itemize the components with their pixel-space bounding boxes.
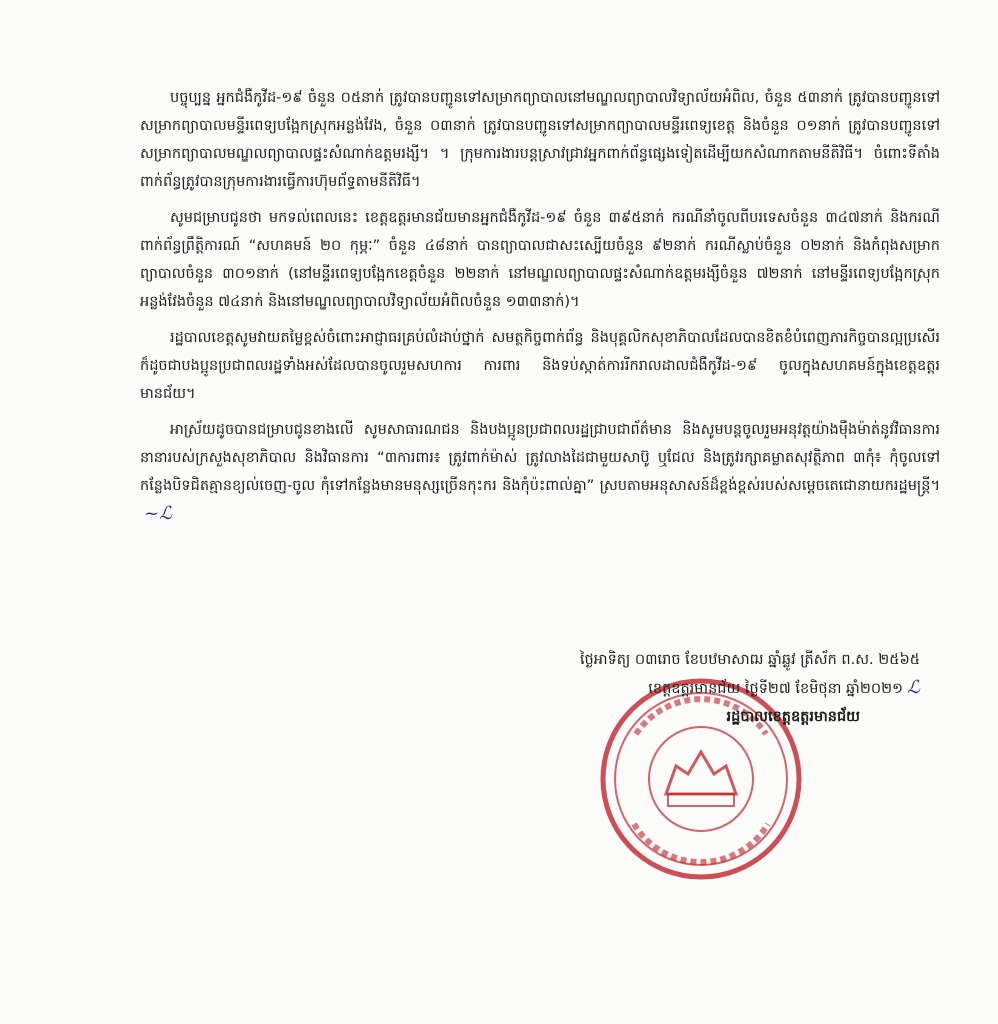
signature-block: [490, 646, 920, 731]
paragraph-instructions-text: អាស្រ័យដូចបានជម្រាបជូនខាងលើ សូមសាធារណជន និងបងប្អូនប្រជាពលរដ្ឋជ្រាបជាព័ត៌មាន និងសូមបន្តចូលរួមអនុវត្តយ៉ាងម៉ឺងម៉ាត់នូវវិធានការនានារបស់ក្រសួងសុខាភិបាល និងវិធានការ “៣ការពារ៖ ត្រូវពាក់ម៉ាស់ ត្រូវលាងដៃជាមួយសាប៊ូ ឬជែល និងត្រូវរក្សាគម្លាតសុវត្ថិភាព ៣កុំ៖ កុំចូលទៅកន្លែងបិទជិតគ្មានខ្យល់ចេញ-ចូល កុំទៅកន្លែងមានមនុស្សច្រើនកុះករ និងកុំប៉ះពាល់គ្នា” ស្របតាមអនុសាសន៍ដ៏ខ្ពង់ខ្ពស់របស់សម្តេចតេជោនាយករដ្ឋមន្ត្រី។: [140, 422, 940, 494]
paragraph-statistics: សូមជម្រាបជូនថា មកទល់ពេលនេះ ខេត្តឧត្តរមានជ័យមានអ្នកជំងឺកូវីដ-១៩ ចំនួន ៣៩៥នាក់ ករណីនាំចូលពីបរទេសចំនួន ៣៤៧នាក់ និងករណីពាក់ព័ន្ធព្រឹត្តិការណ៍ “សហគមន៍ ២០ កុម្ភៈ” ចំនួន ៤៨នាក់ បានព្យាបាលជាសះស្បើយចំនួន ៩២នាក់ ករណីស្លាប់ចំនួន ០២នាក់ និងកំពុងសម្រាកព្យាបាលចំនួន ៣០១នាក់ (នៅមន្ទីរពេទ្យបង្អែកខេត្តចំនួន ២២នាក់ នៅមណ្ឌលព្យាបាលផ្ទះសំណាក់ឧត្តមរង្សីចំនួន ៧២នាក់ នៅមន្ទីរពេទ្យបង្អែកស្រុកអន្លង់វែងចំនួន ៧៤នាក់ និងនៅមណ្ឌលព្យាបាលវិទ្យាល័យអំពិលចំនួន ១៣៣នាក់)។: [140, 210, 940, 310]
date-and-place: [490, 674, 920, 703]
lunar-date: ថ្ងៃអាទិត្យ ០៣រោច ខែបឋមាសាឍ ឆ្នាំឆ្លូវ ត្រីស័ក ព.ស. ២៥៦៥: [579, 652, 920, 668]
paragraph-appreciation: រដ្ឋបាលខេត្តសូមវាយតម្លៃខ្ពស់ចំពោះអាជ្ញាធរគ្រប់លំដាប់ថ្នាក់ សមត្ថកិច្ចពាក់ព័ន្ធ និងបុគ្គលិកសុខាភិបាលដែលបានខិតខំបំពេញភារកិច្ចបានល្អប្រសើរ ក៏ដូចជាបងប្អូនប្រជាពលរដ្ឋទាំងអស់ដែលបានចូលរួមសហការ ការពារ និងទប់ស្កាត់ការរីករាលដាលជំងឺកូវីដ-១៩ ចូលក្នុងសហគមន៍ក្នុងខេត្តឧត្តរមានជ័យ។: [140, 330, 940, 402]
paragraph-instructions: [140, 416, 940, 529]
document-body: [140, 84, 940, 537]
closing-mark: ~ℒ: [144, 503, 173, 524]
signature-scribble: ℒ: [907, 677, 920, 698]
paragraph-current-cases: បច្ចុប្បន្ន អ្នកជំងឺកូវីដ-១៩ ចំនួន ០៥នាក់ ត្រូវបានបញ្ជូនទៅសម្រាកព្យាបាលនៅមណ្ឌលព្យាបាលវិទ្យាល័យអំពិល, ចំនួន ៥៣នាក់ ត្រូវបានបញ្ជូនទៅសម្រាកព្យាបាលមន្ទីរពេទ្យបង្អែកស្រុកអន្លង់វែង, ចំនួន ០៣នាក់ ត្រូវបានបញ្ជូនទៅសម្រាកព្យាបាលមន្ទីរពេទ្យខេត្ត និងចំនួន ០១នាក់ ត្រូវបានបញ្ជូនទៅសម្រាកព្យាបាលមណ្ឌលព្យាបាលផ្ទះសំណាក់ឧត្តមរង្សី។ ។ ក្រុមការងារបន្តស្រាវជ្រាវអ្នកពាក់ព័ន្ធផ្សេងទៀតដើម្បីយកសំណាកតាមនីតិវិធី។ ចំពោះទីតាំងពាក់ព័ន្ធត្រូវបានក្រុមការងារធ្វើការហ៊ុមព័ទ្ធតាមនីតិវិធី។: [140, 90, 940, 190]
issuer-name: រដ្ឋបាលខេត្តឧត្តរមានជ័យ: [726, 709, 860, 725]
date-place-text: ខេត្តឧត្តរមានជ័យ ថ្ងៃទី២៧ ខែមិថុនា ឆ្នាំ២០២១: [648, 681, 904, 697]
